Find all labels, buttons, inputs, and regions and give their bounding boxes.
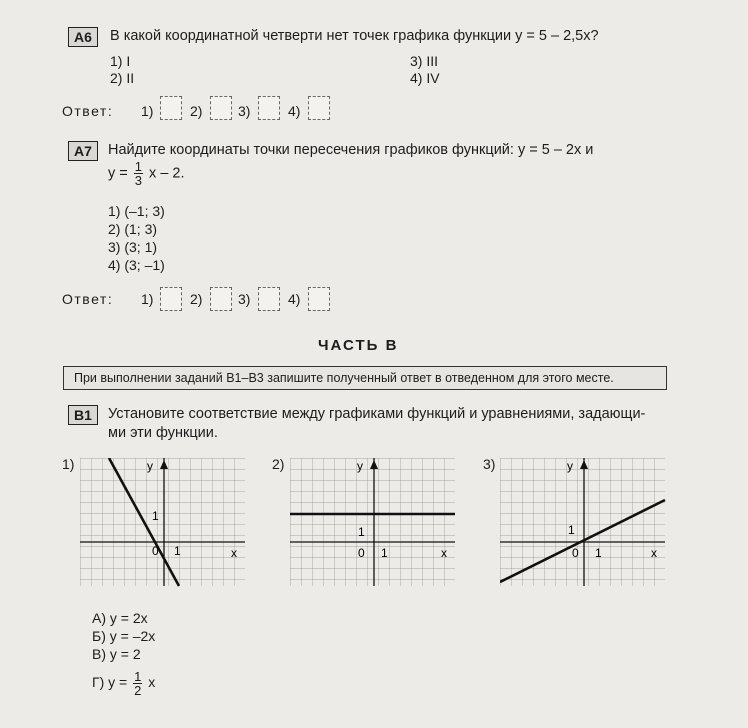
answer-box-a7-1[interactable] bbox=[160, 287, 182, 311]
answer-box-a7-3[interactable] bbox=[258, 287, 280, 311]
b1-answer-a: А) y = 2x bbox=[92, 610, 148, 626]
graph-3-origin: 0 bbox=[572, 546, 579, 560]
option-a7-2: 2) (1; 3) bbox=[108, 221, 158, 237]
answer-box-a6-2[interactable] bbox=[210, 96, 232, 120]
graph-3-y-tick: 1 bbox=[568, 523, 575, 537]
question-b1-line1: Установите соответствие между графиками функций и уравнениями, задающи- bbox=[108, 406, 646, 422]
answer-box-a6-4[interactable] bbox=[308, 96, 330, 120]
graph-1-grid bbox=[80, 458, 245, 586]
graph-3-x-tick: 1 bbox=[595, 546, 602, 560]
graph-2-origin: 0 bbox=[358, 546, 365, 560]
answer-box-label-a6-1: 1) bbox=[141, 103, 154, 119]
graph-2-x-label: x bbox=[441, 546, 447, 560]
b1-answer-g bbox=[92, 670, 155, 697]
option-a7-1: 1) (–1; 3) bbox=[108, 203, 165, 219]
answer-box-label-a6-4: 4) bbox=[288, 103, 301, 119]
question-a7: Найдите координаты точки пересечения графиков функций: y = 5 – 2x и bbox=[108, 142, 594, 158]
graph-1-y-tick: 1 bbox=[152, 509, 159, 523]
equation-a7 bbox=[108, 160, 185, 187]
answer-box-a6-3[interactable] bbox=[258, 96, 280, 120]
answer-box-label-a6-3: 3) bbox=[238, 103, 251, 119]
graph-2-x-tick: 1 bbox=[381, 546, 388, 560]
graph-3-label: 3) bbox=[483, 456, 496, 472]
answer-label-a6: Ответ: bbox=[62, 103, 114, 119]
answer-box-label-a6-2: 2) bbox=[190, 103, 203, 119]
answer-box-label-a7-1: 1) bbox=[141, 291, 154, 307]
part-b-title: ЧАСТЬ В bbox=[318, 337, 399, 354]
b1-answer-g-fraction bbox=[133, 670, 142, 697]
answer-box-label-a7-4: 4) bbox=[288, 291, 301, 307]
equation-a7-denominator: 3 bbox=[134, 173, 143, 188]
b1-answer-v: В) y = 2 bbox=[92, 646, 141, 662]
option-a7-3: 3) (3; 1) bbox=[108, 239, 158, 255]
part-b-instruction: При выполнении заданий В1–В3 запишите полученный ответ в отведенном для этого месте. bbox=[63, 366, 667, 390]
graph-1-x-label: x bbox=[231, 546, 237, 560]
question-b1-line2: ми эти функции. bbox=[108, 425, 218, 441]
graph-3 bbox=[500, 458, 670, 588]
graph-3-x-label: x bbox=[651, 546, 657, 560]
b1-answer-g-numerator: 1 bbox=[134, 669, 142, 684]
graph-1-origin: 0 bbox=[152, 544, 159, 558]
graph-2-y-label: y bbox=[357, 459, 363, 473]
b1-answer-b: Б) y = –2x bbox=[92, 628, 156, 644]
graph-1-x-tick: 1 bbox=[174, 544, 181, 558]
graph-3-y-label: y bbox=[567, 459, 573, 473]
equation-a7-numerator: 1 bbox=[134, 159, 143, 174]
equation-a7-prefix: y = bbox=[108, 165, 128, 182]
option-a7-4: 4) (3; –1) bbox=[108, 257, 165, 273]
option-a6-4: 4) IV bbox=[410, 70, 440, 86]
answer-box-a7-2[interactable] bbox=[210, 287, 232, 311]
equation-a7-suffix: x – 2. bbox=[149, 165, 185, 182]
graph-2-grid bbox=[290, 458, 455, 586]
answer-box-a7-4[interactable] bbox=[308, 287, 330, 311]
graph-1-label: 1) bbox=[62, 456, 75, 472]
answer-box-label-a7-2: 2) bbox=[190, 291, 203, 307]
b1-answer-g-denominator: 2 bbox=[134, 683, 142, 698]
option-a6-1: 1) I bbox=[110, 53, 131, 69]
graph-2-label: 2) bbox=[272, 456, 285, 472]
answer-box-a6-1[interactable] bbox=[160, 96, 182, 120]
graph-2-y-tick: 1 bbox=[358, 525, 365, 539]
graph-1-y-label: y bbox=[147, 459, 153, 473]
question-a6: В какой координатной четверти нет точек графика функции y = 5 – 2,5x? bbox=[110, 28, 599, 44]
option-a6-3: 3) III bbox=[410, 53, 439, 69]
graph-2 bbox=[290, 458, 460, 588]
option-a6-2: 2) II bbox=[110, 70, 135, 86]
answer-box-label-a7-3: 3) bbox=[238, 291, 251, 307]
graph-3-grid bbox=[500, 458, 665, 586]
answer-label-a7: Ответ: bbox=[62, 291, 114, 307]
equation-a7-fraction bbox=[134, 160, 143, 187]
task-tag-a6: A6 bbox=[68, 27, 98, 47]
graph-1 bbox=[80, 458, 250, 588]
task-tag-a7: A7 bbox=[68, 141, 98, 161]
b1-answer-g-suffix: x bbox=[148, 674, 156, 691]
task-tag-b1: B1 bbox=[68, 405, 98, 425]
b1-answer-g-prefix: Г) y = bbox=[92, 674, 128, 691]
